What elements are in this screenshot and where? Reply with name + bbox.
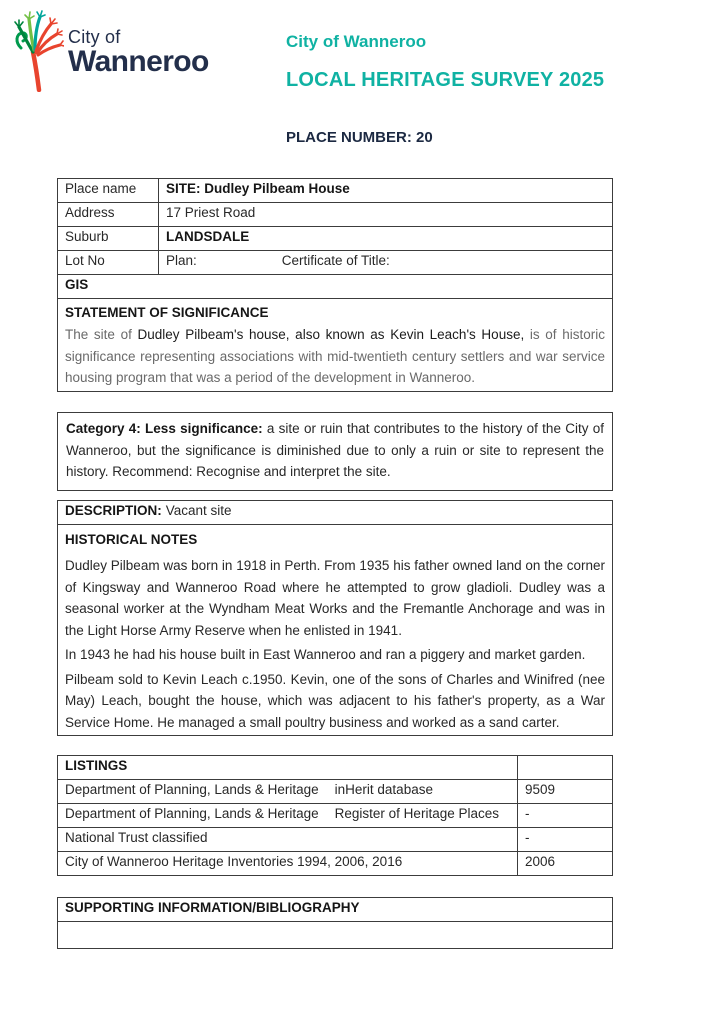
table-row-supporting-empty (58, 922, 613, 949)
historical-paragraph-1: Dudley Pilbeam was born in 1918 in Perth. From 1935 his father owned land on the corner of Kingsway and Wanneroo Road where he attempted to grow gladioli. Dudley was a seasonal worker at the Wyndham Meat Works and the Fremantle Anchorage and was in the Light Horse Army Reserve when he enlisted in 1941. (65, 558, 605, 638)
certificate-of-title-label: Certificate of Title: (281, 253, 390, 268)
city-of-wanneroo-logo (12, 8, 209, 92)
historical-paragraph-3: Pilbeam sold to Kevin Leach c.1950. Kevin, one of the sons of Charles and Winifred (nee May) Leach, bought the house, which was adjacent to his father's property, as a War Service Home. He managed a small poultry business and worked as a sand carter. (65, 671, 605, 730)
logo-wordmark (68, 8, 209, 77)
table-row-description (58, 501, 613, 525)
statement-text-pre: The site of (65, 327, 138, 342)
table-row-statement (58, 299, 613, 392)
listing-register: inHerit database (334, 782, 433, 797)
plan-label: Plan: (166, 253, 197, 268)
table-row-gis (58, 275, 613, 299)
listing-value: - (518, 828, 613, 852)
statement-text-emphasis: Dudley Pilbeam's house, also known as Kevin Leach's House, (137, 327, 525, 342)
table-row-listing-inherit (58, 780, 613, 804)
place-number: PLACE NUMBER: 20 (286, 129, 433, 146)
statement-heading: STATEMENT OF SIGNIFICANCE (65, 305, 269, 320)
category-text: a site or ruin that contributes to the history of the City of Wanneroo, but the significance is diminished due to only a ruin or site to represent the history. Recommend: Recognise and interpret the site. (66, 421, 604, 479)
category-box (57, 412, 613, 491)
kangaroo-paw-flower-icon (12, 8, 64, 92)
table-row-lot-no (58, 251, 613, 275)
listing-org-cell (58, 828, 518, 852)
listing-org: National Trust classified (65, 830, 208, 845)
table-row-address (58, 203, 613, 227)
address-label: Address (58, 203, 159, 227)
historical-notes-cell (58, 525, 613, 736)
historical-notes-heading: HISTORICAL NOTES (65, 532, 198, 547)
listing-org: City of Wanneroo Heritage Inventories 1994, 2006, 2016 (65, 854, 403, 869)
document-titles (286, 32, 604, 91)
category-label: Category 4: Less significance: (66, 421, 263, 436)
logo-wanneroo-text: Wanneroo (68, 45, 209, 78)
table-row-listing-national-trust (58, 828, 613, 852)
listings-heading-value-cell (518, 756, 613, 780)
historical-paragraph-2: In 1943 he had his house built in East Wanneroo and ran a piggery and market garden. (65, 647, 586, 662)
listing-org-cell (58, 780, 518, 804)
listing-value: - (518, 804, 613, 828)
listing-value: 9509 (518, 780, 613, 804)
gis-label: GIS (58, 275, 613, 299)
supporting-information-table (57, 897, 613, 949)
table-row-supporting-header (58, 898, 613, 922)
supporting-empty-cell (58, 922, 613, 949)
document-title-line2: LOCAL HERITAGE SURVEY 2025 (286, 69, 605, 91)
lot-no-label: Lot No (58, 251, 159, 275)
description-label: DESCRIPTION: (65, 503, 162, 518)
listing-org: Department of Planning, Lands & Heritage (65, 806, 319, 821)
table-row-listings-header (58, 756, 613, 780)
listing-org-cell (58, 852, 518, 876)
table-row-listing-inventories (58, 852, 613, 876)
address-value: 17 Priest Road (159, 203, 613, 227)
listing-org-cell (58, 804, 518, 828)
logo-city-of-text: City of (68, 27, 121, 47)
statement-text-post: is of historic significance representing associations with mid-twentieth century settlers and war service housing program that was a period of the development in Wanneroo. (65, 327, 605, 385)
lot-no-value (159, 251, 613, 275)
description-table (57, 500, 613, 736)
listing-register: Register of Heritage Places (334, 806, 499, 821)
table-row-listing-register (58, 804, 613, 828)
table-row-historical-notes (58, 525, 613, 736)
listings-heading: LISTINGS (58, 756, 518, 780)
statement-text (65, 324, 605, 389)
suburb-value: LANDSDALE (159, 227, 613, 251)
statement-cell (58, 299, 613, 392)
document-title-line1: City of Wanneroo (286, 32, 427, 51)
table-row-place-name (58, 179, 613, 203)
description-cell (58, 501, 613, 525)
place-details-table (57, 178, 613, 392)
supporting-heading: SUPPORTING INFORMATION/BIBLIOGRAPHY (58, 898, 613, 922)
suburb-label: Suburb (58, 227, 159, 251)
description-value: Vacant site (165, 503, 232, 518)
listings-table (57, 755, 613, 876)
place-name-value: SITE: Dudley Pilbeam House (159, 179, 613, 203)
listing-value: 2006 (518, 852, 613, 876)
table-row-suburb (58, 227, 613, 251)
place-name-label: Place name (58, 179, 159, 203)
listing-org: Department of Planning, Lands & Heritage (65, 782, 319, 797)
